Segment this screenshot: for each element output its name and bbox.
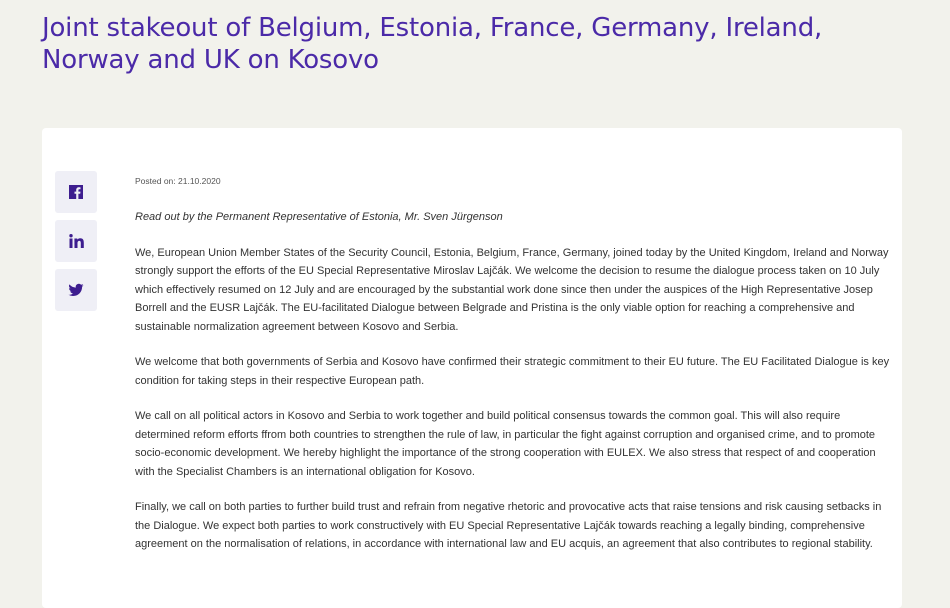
share-linkedin-button[interactable] [55,220,97,262]
twitter-icon [68,282,84,298]
page-title: Joint stakeout of Belgium, Estonia, France, Germany, Ireland, Norway and UK on Kosovo [42,13,823,75]
article-paragraph-4: Finally, we call on both parties to further build trust and refrain from negative rhetoric and provocative acts that raise tensions and risk causing setbacks in the Dialogue. We expect both parties to work constructively with EU Special Representative Lajčák towards reaching a legally binding, comprehensive agreement on the normalisation of relations, in accordance with international law and EU acquis, an agreement that also contributes to regional stability. [135,501,882,550]
posted-date-value: 21.10.2020 [178,176,221,186]
article-body [135,175,890,571]
posted-date [135,175,890,187]
linkedin-icon [68,233,84,249]
share-twitter-button[interactable] [55,269,97,311]
article-card [42,128,902,608]
article-paragraph-2: We welcome that both governments of Serbia and Kosovo have confirmed their strategic commitment to their EU future. The EU Facilitated Dialogue is key condition for taking steps in their respective European path. [135,356,890,387]
share-bar [55,171,97,318]
article-paragraph-1: We, European Union Member States of the Security Council, Estonia, Belgium, France, Germany, joined today by the United Kingdom, Ireland and Norway strongly support the efforts of the EU Special Representative Miroslav Lajčák. We welcome the decision to resume the dialogue process taken on 10 July which effectively resumed on 12 July and are encouraged by the substantial work done since then under the auspices of the High Representative Josep Borrell and the EUSR Lajčák. The EU-facilitated Dialogue between Belgrade and Pristina is the only viable option for reaching a comprehensive and sustainable normalization agreement between Kosovo and Serbia. [135,246,889,333]
facebook-icon [68,184,84,200]
article-lead: Read out by the Permanent Representative of Estonia, Mr. Sven Jürgenson [135,211,503,223]
share-facebook-button[interactable] [55,171,97,213]
posted-label: Posted on: [135,176,176,186]
article-paragraph-3: We call on all political actors in Kosovo and Serbia to work together and build political consensus towards the common goal. This will also require determined reform efforts ffrom both countries to strengthen the rule of law, in particular the fight against corruption and organised crime, and to promote socio-economic development. We hereby highlight the importance of the strong cooperation with EULEX. We also stress that respect of and cooperation with the Specialist Chambers is an international obligation for Kosovo. [135,410,876,478]
